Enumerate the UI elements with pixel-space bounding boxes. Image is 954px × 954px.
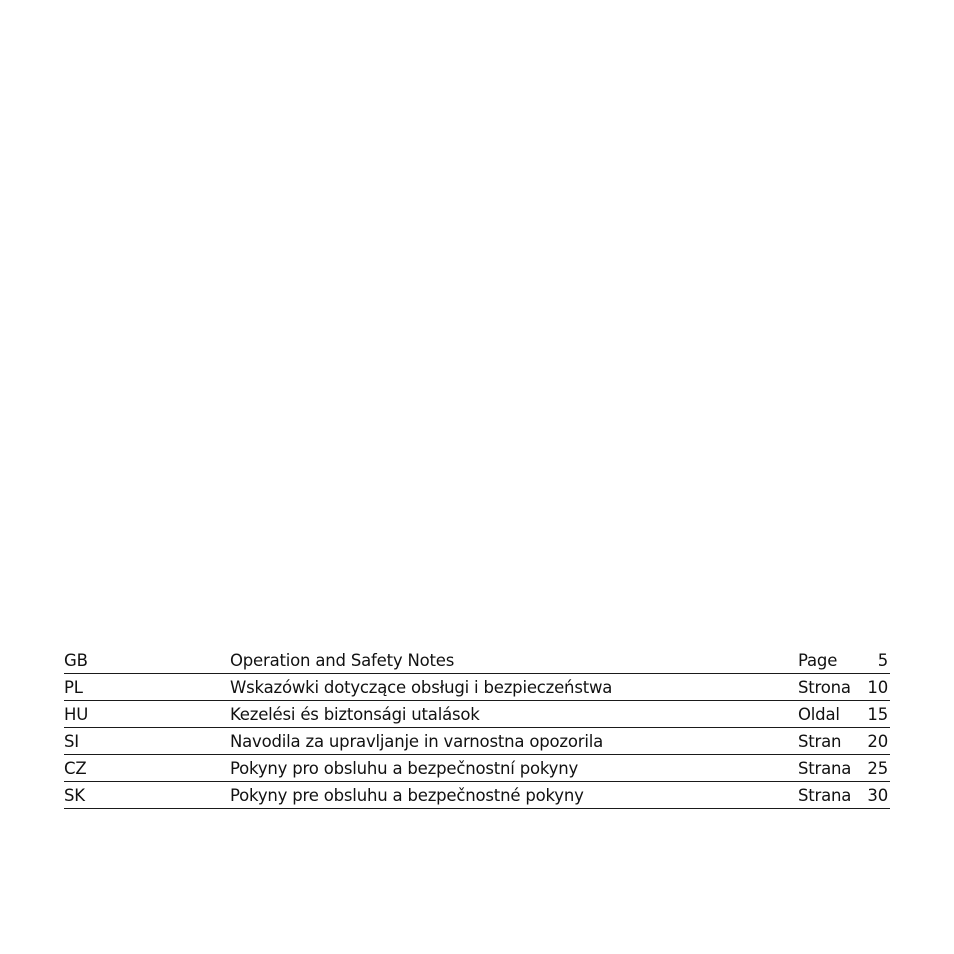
page-label: Strona xyxy=(798,678,851,697)
toc-row-pl[interactable] xyxy=(64,674,890,701)
page-label: Strana xyxy=(798,759,852,778)
section-title: Kezelési és biztonsági utalások xyxy=(230,705,480,724)
page-label: Strana xyxy=(798,786,852,805)
section-title: Navodila za upravljanje in varnostna opozorila xyxy=(230,732,604,751)
section-title: Pokyny pro obsluhu a bezpečnostní pokyny xyxy=(230,759,579,778)
page-label: Page xyxy=(798,651,838,670)
toc-row-gb[interactable] xyxy=(64,647,890,674)
page-number: 20 xyxy=(867,732,888,751)
section-title: Operation and Safety Notes xyxy=(230,651,455,670)
table-of-contents xyxy=(64,647,890,809)
language-code: SI xyxy=(64,732,79,751)
language-code: HU xyxy=(64,705,89,724)
section-title: Wskazówki dotyczące obsługi i bezpieczeństwa xyxy=(230,678,613,697)
page-number: 5 xyxy=(877,651,888,670)
page-number: 30 xyxy=(867,786,888,805)
page-label: Stran xyxy=(798,732,842,751)
page-number: 15 xyxy=(867,705,888,724)
language-code: CZ xyxy=(64,759,87,778)
toc-row-cz[interactable] xyxy=(64,755,890,782)
toc-row-sk[interactable] xyxy=(64,782,890,809)
language-code: SK xyxy=(64,786,85,805)
language-code: PL xyxy=(64,678,83,697)
page-label: Oldal xyxy=(798,705,840,724)
section-title: Pokyny pre obsluhu a bezpečnostné pokyny xyxy=(230,786,584,805)
toc-row-si[interactable] xyxy=(64,728,890,755)
page-number: 25 xyxy=(867,759,888,778)
toc-row-hu[interactable] xyxy=(64,701,890,728)
language-code: GB xyxy=(64,651,88,670)
page-number: 10 xyxy=(867,678,888,697)
